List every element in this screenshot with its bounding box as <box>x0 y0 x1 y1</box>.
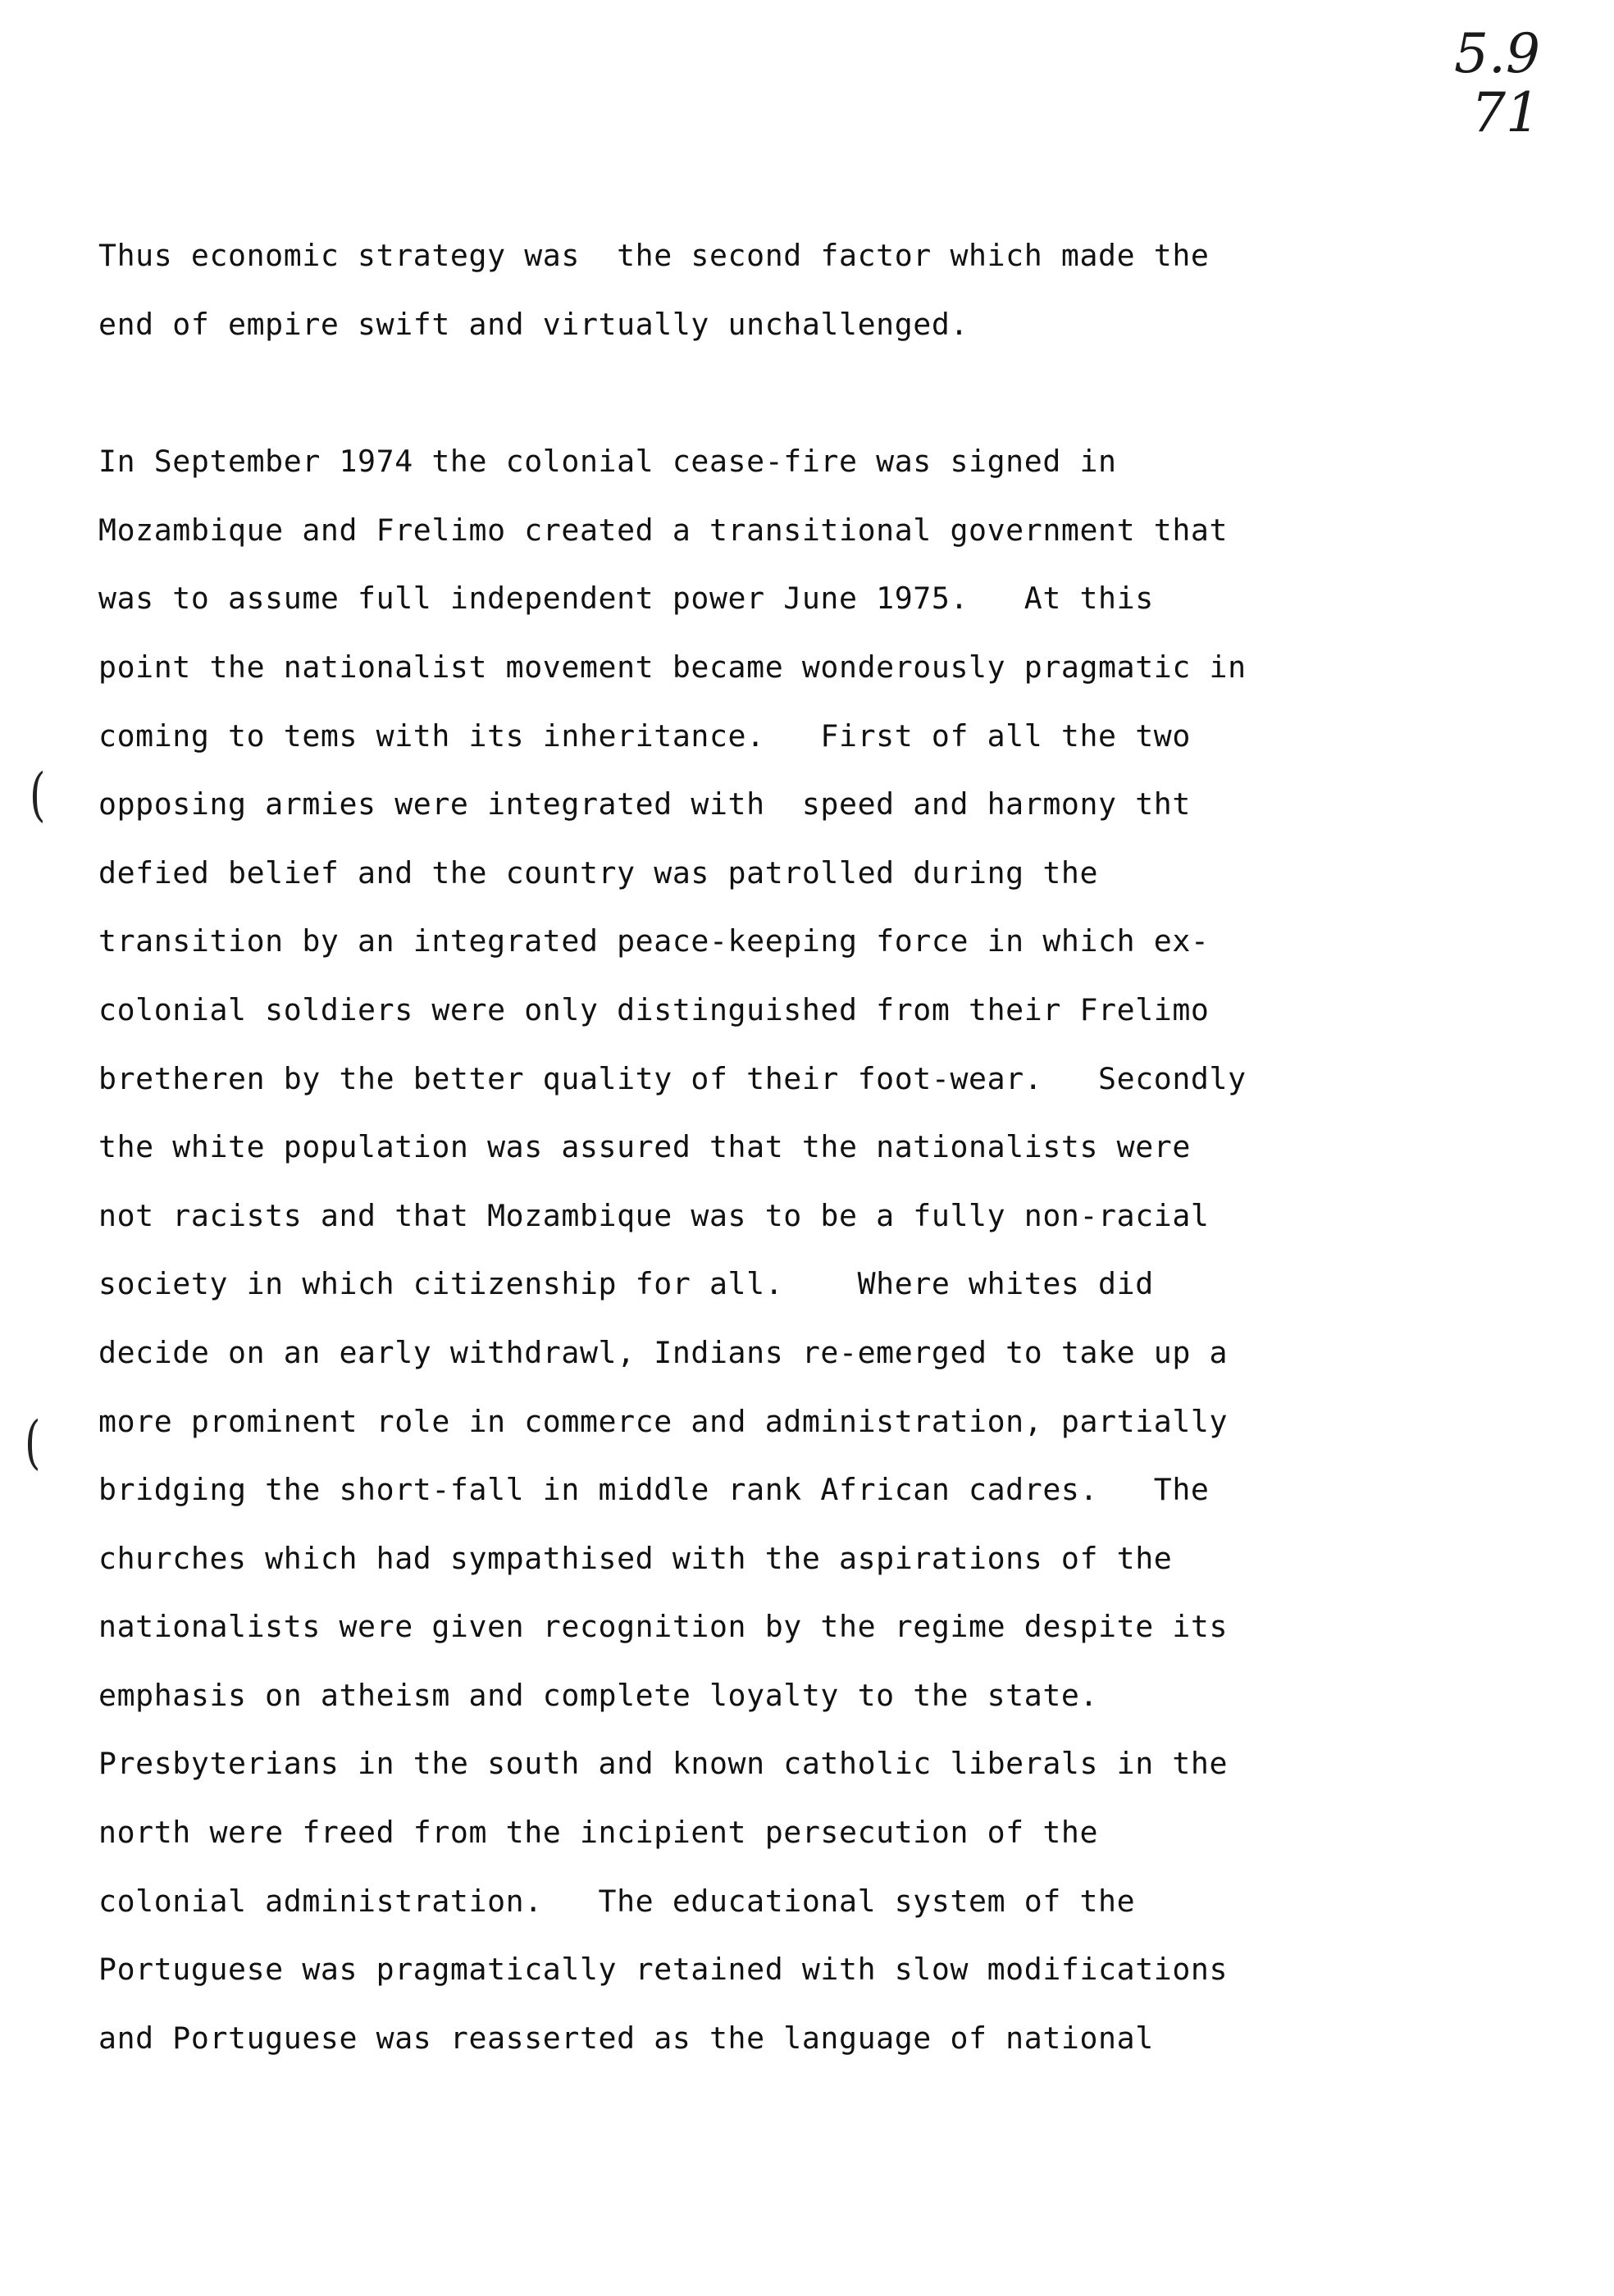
text-line: opposing armies were integrated with speed and harmony tht <box>98 786 1191 822</box>
text-line: Thus economic strategy was the second factor which made the <box>98 238 1210 273</box>
body-text <box>98 221 1427 2072</box>
text-line: point the nationalist movement became wonderously pragmatic in <box>98 649 1247 685</box>
text-line: the white population was assured that the nationalists were <box>98 1129 1191 1165</box>
text-line: end of empire swift and virtually unchallenged. <box>98 306 969 342</box>
text-line: Mozambique and Frelimo created a transitional government that <box>98 512 1229 548</box>
text-line: nationalists were given recognition by the regime despite its <box>98 1609 1229 1645</box>
text-line: defied belief and the country was patrolled during the <box>98 854 1099 891</box>
text-line: transition by an integrated peace-keeping force in which ex- <box>98 923 1210 959</box>
margin-bracket-mark: ( <box>30 761 46 828</box>
paragraph-1 <box>98 221 1427 358</box>
page-number-annotation <box>1409 22 1540 144</box>
folio-line-1: 5.9 <box>1454 22 1540 85</box>
text-line: bridging the short-fall in middle rank African cadres. The <box>98 1472 1210 1508</box>
text-line: decide on an early withdrawl, Indians re-emerged to take up a <box>98 1334 1229 1370</box>
folio-line-2: 71 <box>1471 81 1540 144</box>
text-line: emphasis on atheism and complete loyalty to the state. <box>98 1677 1099 1713</box>
text-line: churches which had sympathised with the aspirations of the <box>98 1540 1173 1576</box>
text-line: In September 1974 the colonial cease-fire was signed in <box>98 444 1117 480</box>
text-line: colonial administration. The educational system of the <box>98 1883 1136 1919</box>
margin-bracket-mark: ( <box>25 1409 41 1476</box>
text-line: Portuguese was pragmatically retained with slow modifications <box>98 1952 1229 1988</box>
text-line: and Portuguese was reasserted as the language of national <box>98 2020 1154 2056</box>
text-line: more prominent role in commerce and administration, partially <box>98 1403 1229 1439</box>
text-line: colonial soldiers were only distinguished from their Frelimo <box>98 991 1210 1027</box>
paragraph-gap <box>98 358 1427 427</box>
paragraph-2 <box>98 427 1427 2072</box>
text-line: was to assume full independent power June 1975. At this <box>98 581 1154 617</box>
text-line: coming to tems with its inheritance. First of all the two <box>98 718 1191 754</box>
text-line: bretheren by the better quality of their foot-wear. Secondly <box>98 1060 1247 1096</box>
text-line: Presbyterians in the south and known catholic liberals in the <box>98 1746 1229 1782</box>
text-line: not racists and that Mozambique was to be a fully non-racial <box>98 1197 1210 1233</box>
text-line: north were freed from the incipient persecution of the <box>98 1815 1099 1851</box>
text-line: society in which citizenship for all. Where whites did <box>98 1266 1154 1302</box>
